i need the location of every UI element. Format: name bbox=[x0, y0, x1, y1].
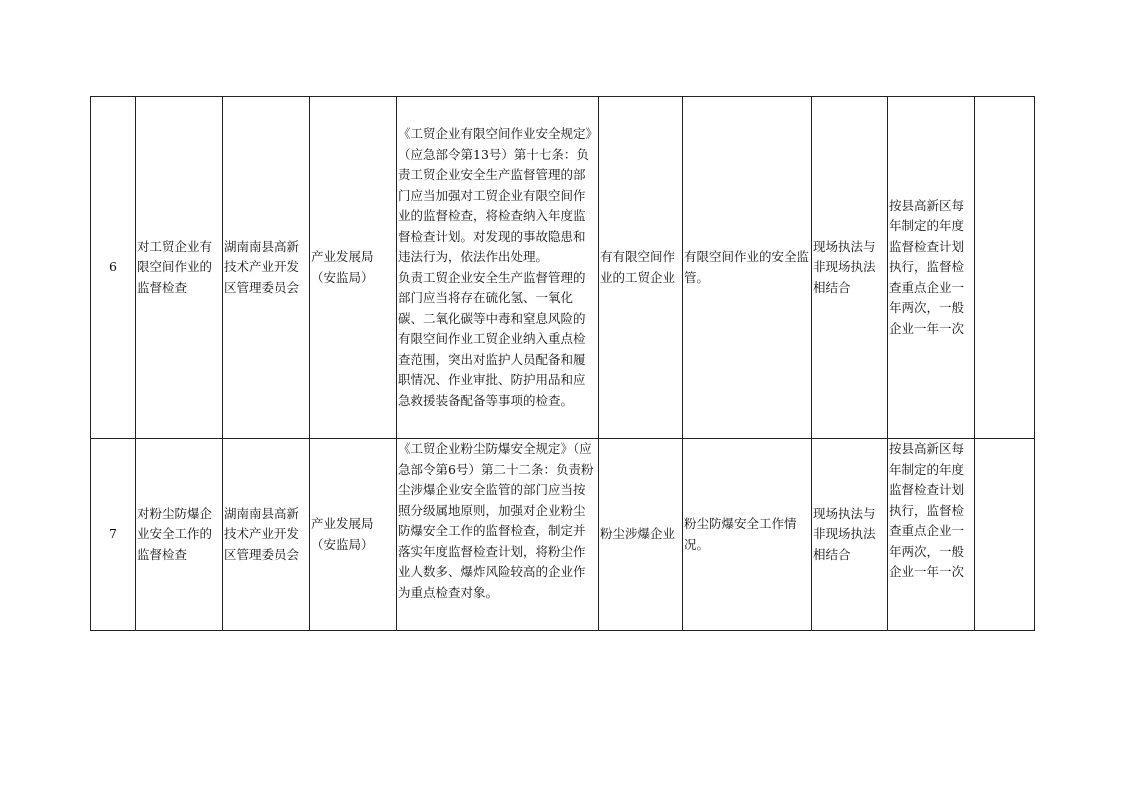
legal-basis-paragraph: 《工贸企业粉尘防爆安全规定》（应急部令第6号）第二十二条：负责粉尘涉爆企业安全监管的部门应当按照分级属地原则，加强对企业粉尘防爆安全工作的监督检查，制定并落实年度监督检查计划，将粉尘作业人数多、爆炸风险较高的企业作为重点检查对象。 bbox=[398, 441, 594, 600]
remark-cell bbox=[975, 439, 1035, 631]
legal-basis-paragraph: 负责工贸企业安全生产监督管理的部门应当将存在硫化氢、一氧化碳、二氧化碳等中毒和窒息风险的有限空间作业工贸企业纳入重点检查范围，突出对监护人员配备和履职情况、作业审批、防护用品和应急救援装备配备等事项的检查。 bbox=[398, 269, 586, 408]
inspection-object: 粉尘涉爆企业 bbox=[599, 439, 683, 631]
table-row bbox=[91, 97, 1035, 439]
responsible-department: 产业发展局（安监局） bbox=[310, 439, 397, 631]
responsible-department: 产业发展局（安监局） bbox=[310, 97, 397, 439]
supervision-table bbox=[90, 96, 1035, 631]
legal-basis bbox=[397, 97, 599, 439]
inspection-subject: 湖南南县高新技术产业开发区管理委员会 bbox=[223, 439, 310, 631]
table-row bbox=[91, 439, 1035, 631]
row-number: 7 bbox=[91, 439, 136, 631]
inspection-item: 对工贸企业有限空间作业的监督检查 bbox=[136, 97, 223, 439]
inspection-object: 有有限空间作业的工贸企业 bbox=[599, 97, 683, 439]
inspection-subject: 湖南南县高新技术产业开发区管理委员会 bbox=[223, 97, 310, 439]
inspection-content: 有限空间作业的安全监管。 bbox=[683, 97, 812, 439]
row-number: 6 bbox=[91, 97, 136, 439]
inspection-frequency: 按县高新区每年制定的年度监督检查计划执行，监督检查重点企业一年两次，一般企业一年一次 bbox=[888, 97, 975, 439]
inspection-content: 粉尘防爆安全工作情况。 bbox=[683, 439, 812, 631]
inspection-frequency: 按县高新区每年制定的年度监督检查计划执行，监督检查重点企业一年两次，一般企业一年一次 bbox=[888, 439, 975, 631]
inspection-method: 现场执法与非现场执法相结合 bbox=[812, 97, 888, 439]
inspection-method: 现场执法与非现场执法相结合 bbox=[812, 439, 888, 631]
legal-basis-paragraph: 《工贸企业有限空间作业安全规定》（应急部令第13号）第十七条：负责工贸企业安全生产监督管理的部门应当加强对工贸企业有限空间作业的监督检查，将检查纳入年度监督检查计划。对发现的事故隐患和违法行为，依法作出处理。 bbox=[398, 126, 592, 264]
inspection-item: 对粉尘防爆企业安全工作的监督检查 bbox=[136, 439, 223, 631]
remark-cell bbox=[975, 97, 1035, 439]
legal-basis bbox=[397, 439, 599, 631]
